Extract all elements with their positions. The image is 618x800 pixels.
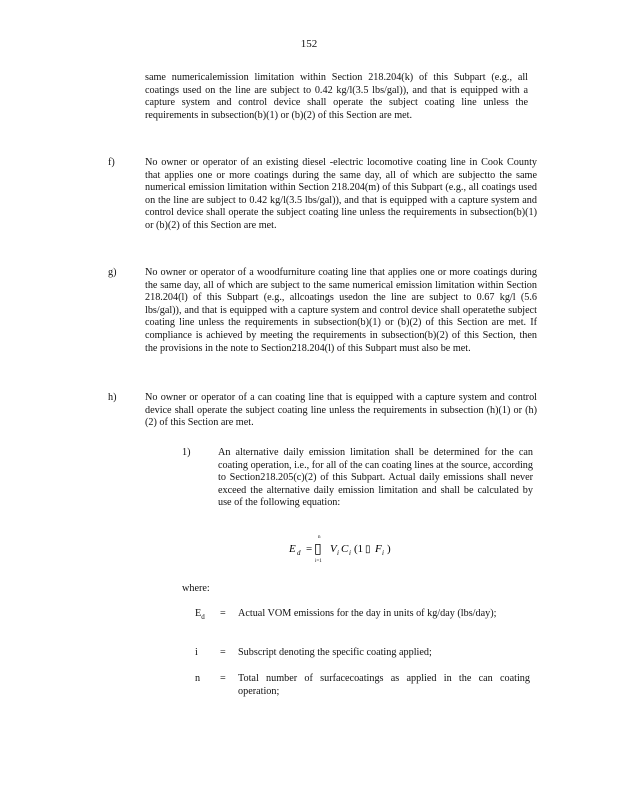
- def-symbol-ed: [195, 608, 215, 624]
- eq-sum-lower: i=1: [315, 559, 322, 564]
- where-label: where:: [182, 583, 210, 594]
- subitem-1-label: 1): [182, 447, 191, 458]
- def-symbol-ed-sub: d: [201, 613, 205, 622]
- eq-lhs: E: [289, 543, 296, 555]
- eq-paren-open: (1: [354, 543, 364, 555]
- eq-equals: =: [306, 543, 313, 555]
- item-h-text: No owner or operator of a can coating line that is equipped with a capture system and control device shall operate the subject coating line unless the requirements in subsection (h)(1) or (h)(2) of this Section are met.: [145, 392, 537, 429]
- eq-f-sub: i: [382, 549, 384, 557]
- item-g-label: g): [108, 267, 117, 278]
- def-symbol-ed-main: E: [195, 608, 202, 619]
- item-h-label: h): [108, 392, 117, 403]
- eq-sum-upper: n: [318, 535, 321, 540]
- def-text-i: Subscript denoting the specific coating applied;: [238, 647, 432, 658]
- def-symbol-n: n: [195, 673, 201, 684]
- def-equals-n: =: [220, 673, 226, 684]
- eq-v: V: [330, 543, 337, 555]
- eq-paren-close: ): [387, 543, 391, 555]
- def-equals-i: =: [220, 647, 226, 658]
- def-symbol-i: i: [195, 647, 198, 658]
- continuation-paragraph: same numericalemission limitation within Section 218.204(k) of this Subpart (e.g., all coatings used on the line are subject to 0.42 kg/l(3.5 lbs/gal)), and that is equipped with a capture system and control device shall operate the subject coating line unless the requirements in subsection(b)(1) or (b)(2) of this Section are met.: [145, 72, 528, 121]
- eq-lhs-sub: d: [297, 549, 301, 557]
- eq-sum-symbol: ▯: [314, 541, 322, 557]
- page-number: 152: [300, 38, 318, 50]
- def-text-ed: Actual VOM emissions for the day in units of kg/day (lbs/day);: [238, 608, 497, 619]
- item-g-text: No owner or operator of a woodfurniture coating line that applies one or more coatings during the same day, all of which are subject to the same numerical emission limitation within Section 218.204(l) of this Subpart (e.g., allcoatings usedon the line are subject to 0.67 kg/l (5.6 lbs/gal)), and that is equipped with a capture system and control device shall operatethe subject coating line unless the requirements in subsection(b)(1) or (b)(2) of this Section are met. If compliance is achieved by meeting the requirements in subsection(b)(2) of this Section, then the provisions in the note to Section218.204(l) of this Subpart must also be met.: [145, 267, 537, 354]
- eq-c: C: [341, 543, 349, 555]
- emission-equation: [287, 532, 407, 568]
- def-text-n: Total number of surfacecoatings as applied in the can coating operation;: [238, 673, 530, 697]
- item-f-text: No owner or operator of an existing diesel -electric locomotive coating line in Cook County that applies one or more coatings during the same day, all of which are subjectto the same numerical emission limitation within Section 218.204(m) of this Subpart (e.g., all coatings used on the line are subject to 0.42 kg/l(3.5 lbs/gal)), and that is equipped with a capture system and control device shall operate the subject coating line unless the requirements in subsection(b)(1) or (b)(2) of this Section are met.: [145, 157, 537, 231]
- eq-v-sub: i: [337, 549, 339, 557]
- def-equals-ed: =: [220, 608, 226, 619]
- item-f-label: f): [108, 157, 115, 168]
- subitem-1-text: An alternative daily emission limitation shall be determined for the can coating operation, i.e., for all of the can coating lines at the source, according to Section218.205(c)(2) of this Subpart. Actual daily emissions shall never exceed the alternative daily emission limitation and shall be calculated by use of the following equation:: [218, 447, 533, 509]
- eq-f: F: [375, 543, 382, 555]
- eq-c-sub: i: [349, 549, 351, 557]
- eq-minus-box: ▯: [365, 544, 371, 555]
